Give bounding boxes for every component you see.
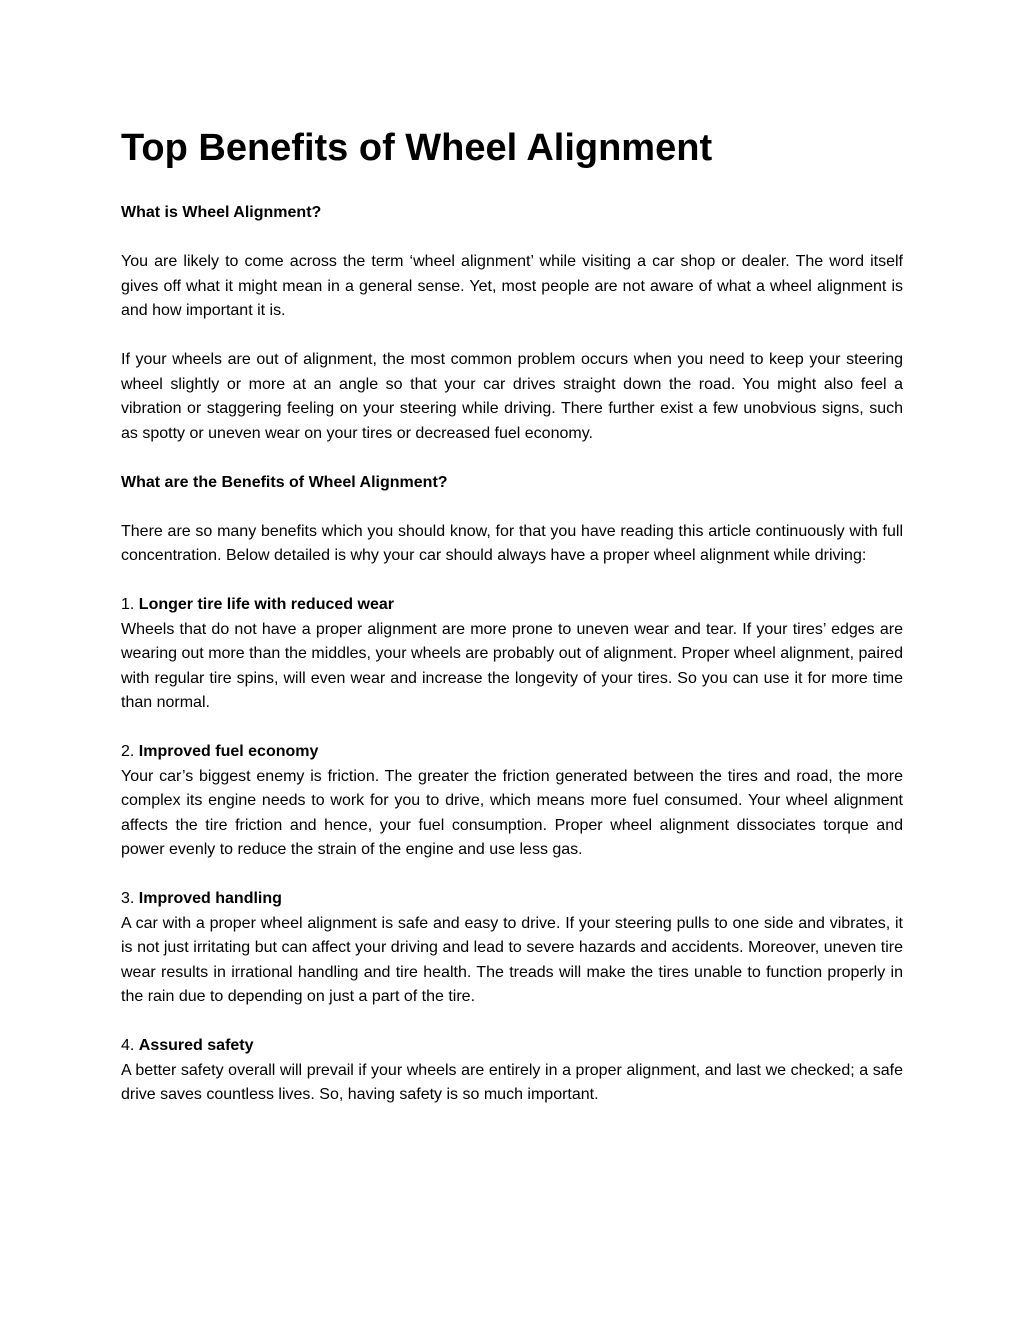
paragraph-intro: You are likely to come across the term ‘wheel alignment’ while visiting a car shop or dealer. The word itself gives off what it might mean in a general sense. Yet, most people are not aware of what a wheel alignment is and how important it is. — [121, 253, 903, 319]
benefit-text: Your car’s biggest enemy is friction. The greater the friction generated between the tires and road, the more complex its engine needs to work for you to drive, which means more fuel consumed. Your wheel alignment affects the tire friction and hence, your fuel consumption. Proper wheel alignment dissociates torque and power evenly to reduce the strain of the engine and use less gas. — [121, 767, 903, 858]
benefit-number: 1. — [121, 596, 135, 613]
paragraph-misalignment-signs: If your wheels are out of alignment, the most common problem occurs when you need to keep your steering wheel slightly or more at an angle so that your car drives straight down the road. You might also feel a vibration or staggering feeling on your steering while driving. There further exist a few unobvious signs, such as spotty or uneven wear on your tires or decreased fuel economy. — [121, 351, 903, 442]
benefit-heading — [121, 740, 903, 765]
benefit-label: Improved handling — [138, 890, 282, 907]
benefit-item-4 — [121, 1034, 903, 1108]
benefit-number: 3. — [121, 890, 135, 907]
benefit-item-2 — [121, 740, 903, 863]
benefit-label: Assured safety — [138, 1037, 254, 1054]
benefit-item-3 — [121, 887, 903, 1010]
benefit-heading — [121, 593, 903, 618]
benefit-text: Wheels that do not have a proper alignment are more prone to uneven wear and tear. If your tires’ edges are wearing out more than the middles, your wheels are probably out of alignment. Proper wheel alignment, paired with regular tire spins, will even wear and increase the longevity of your tires. So you can use it for more time than normal. — [121, 620, 903, 711]
paragraph-benefits-intro: There are so many benefits which you should know, for that you have reading this article continuously with full concentration. Below detailed is why your car should always have a proper wheel alignment while driving: — [121, 522, 903, 564]
document-title: Top Benefits of Wheel Alignment — [121, 127, 713, 169]
benefit-item-1 — [121, 593, 903, 716]
benefit-label: Improved fuel economy — [138, 743, 319, 760]
benefit-text: A car with a proper wheel alignment is safe and easy to drive. If your steering pulls to one side and vibrates, it is not just irritating but can affect your driving and lead to severe hazards and accidents. Moreover, uneven tire wear results in irrational handling and tire health. The treads will make the tires unable to function properly in the rain due to depending on just a part of the tire. — [121, 914, 903, 1005]
benefit-number: 4. — [121, 1037, 135, 1054]
section-heading-what-is: What is Wheel Alignment? — [121, 204, 322, 221]
benefit-text: A better safety overall will prevail if your wheels are entirely in a proper alignment, and last we checked; a safe drive saves countless lives. So, having safety is so much important. — [121, 1061, 903, 1103]
benefit-heading — [121, 887, 903, 912]
benefit-label: Longer tire life with reduced wear — [138, 596, 394, 613]
section-heading-benefits: What are the Benefits of Wheel Alignment? — [121, 473, 448, 491]
benefit-number: 2. — [121, 743, 135, 760]
benefit-heading — [121, 1034, 903, 1059]
